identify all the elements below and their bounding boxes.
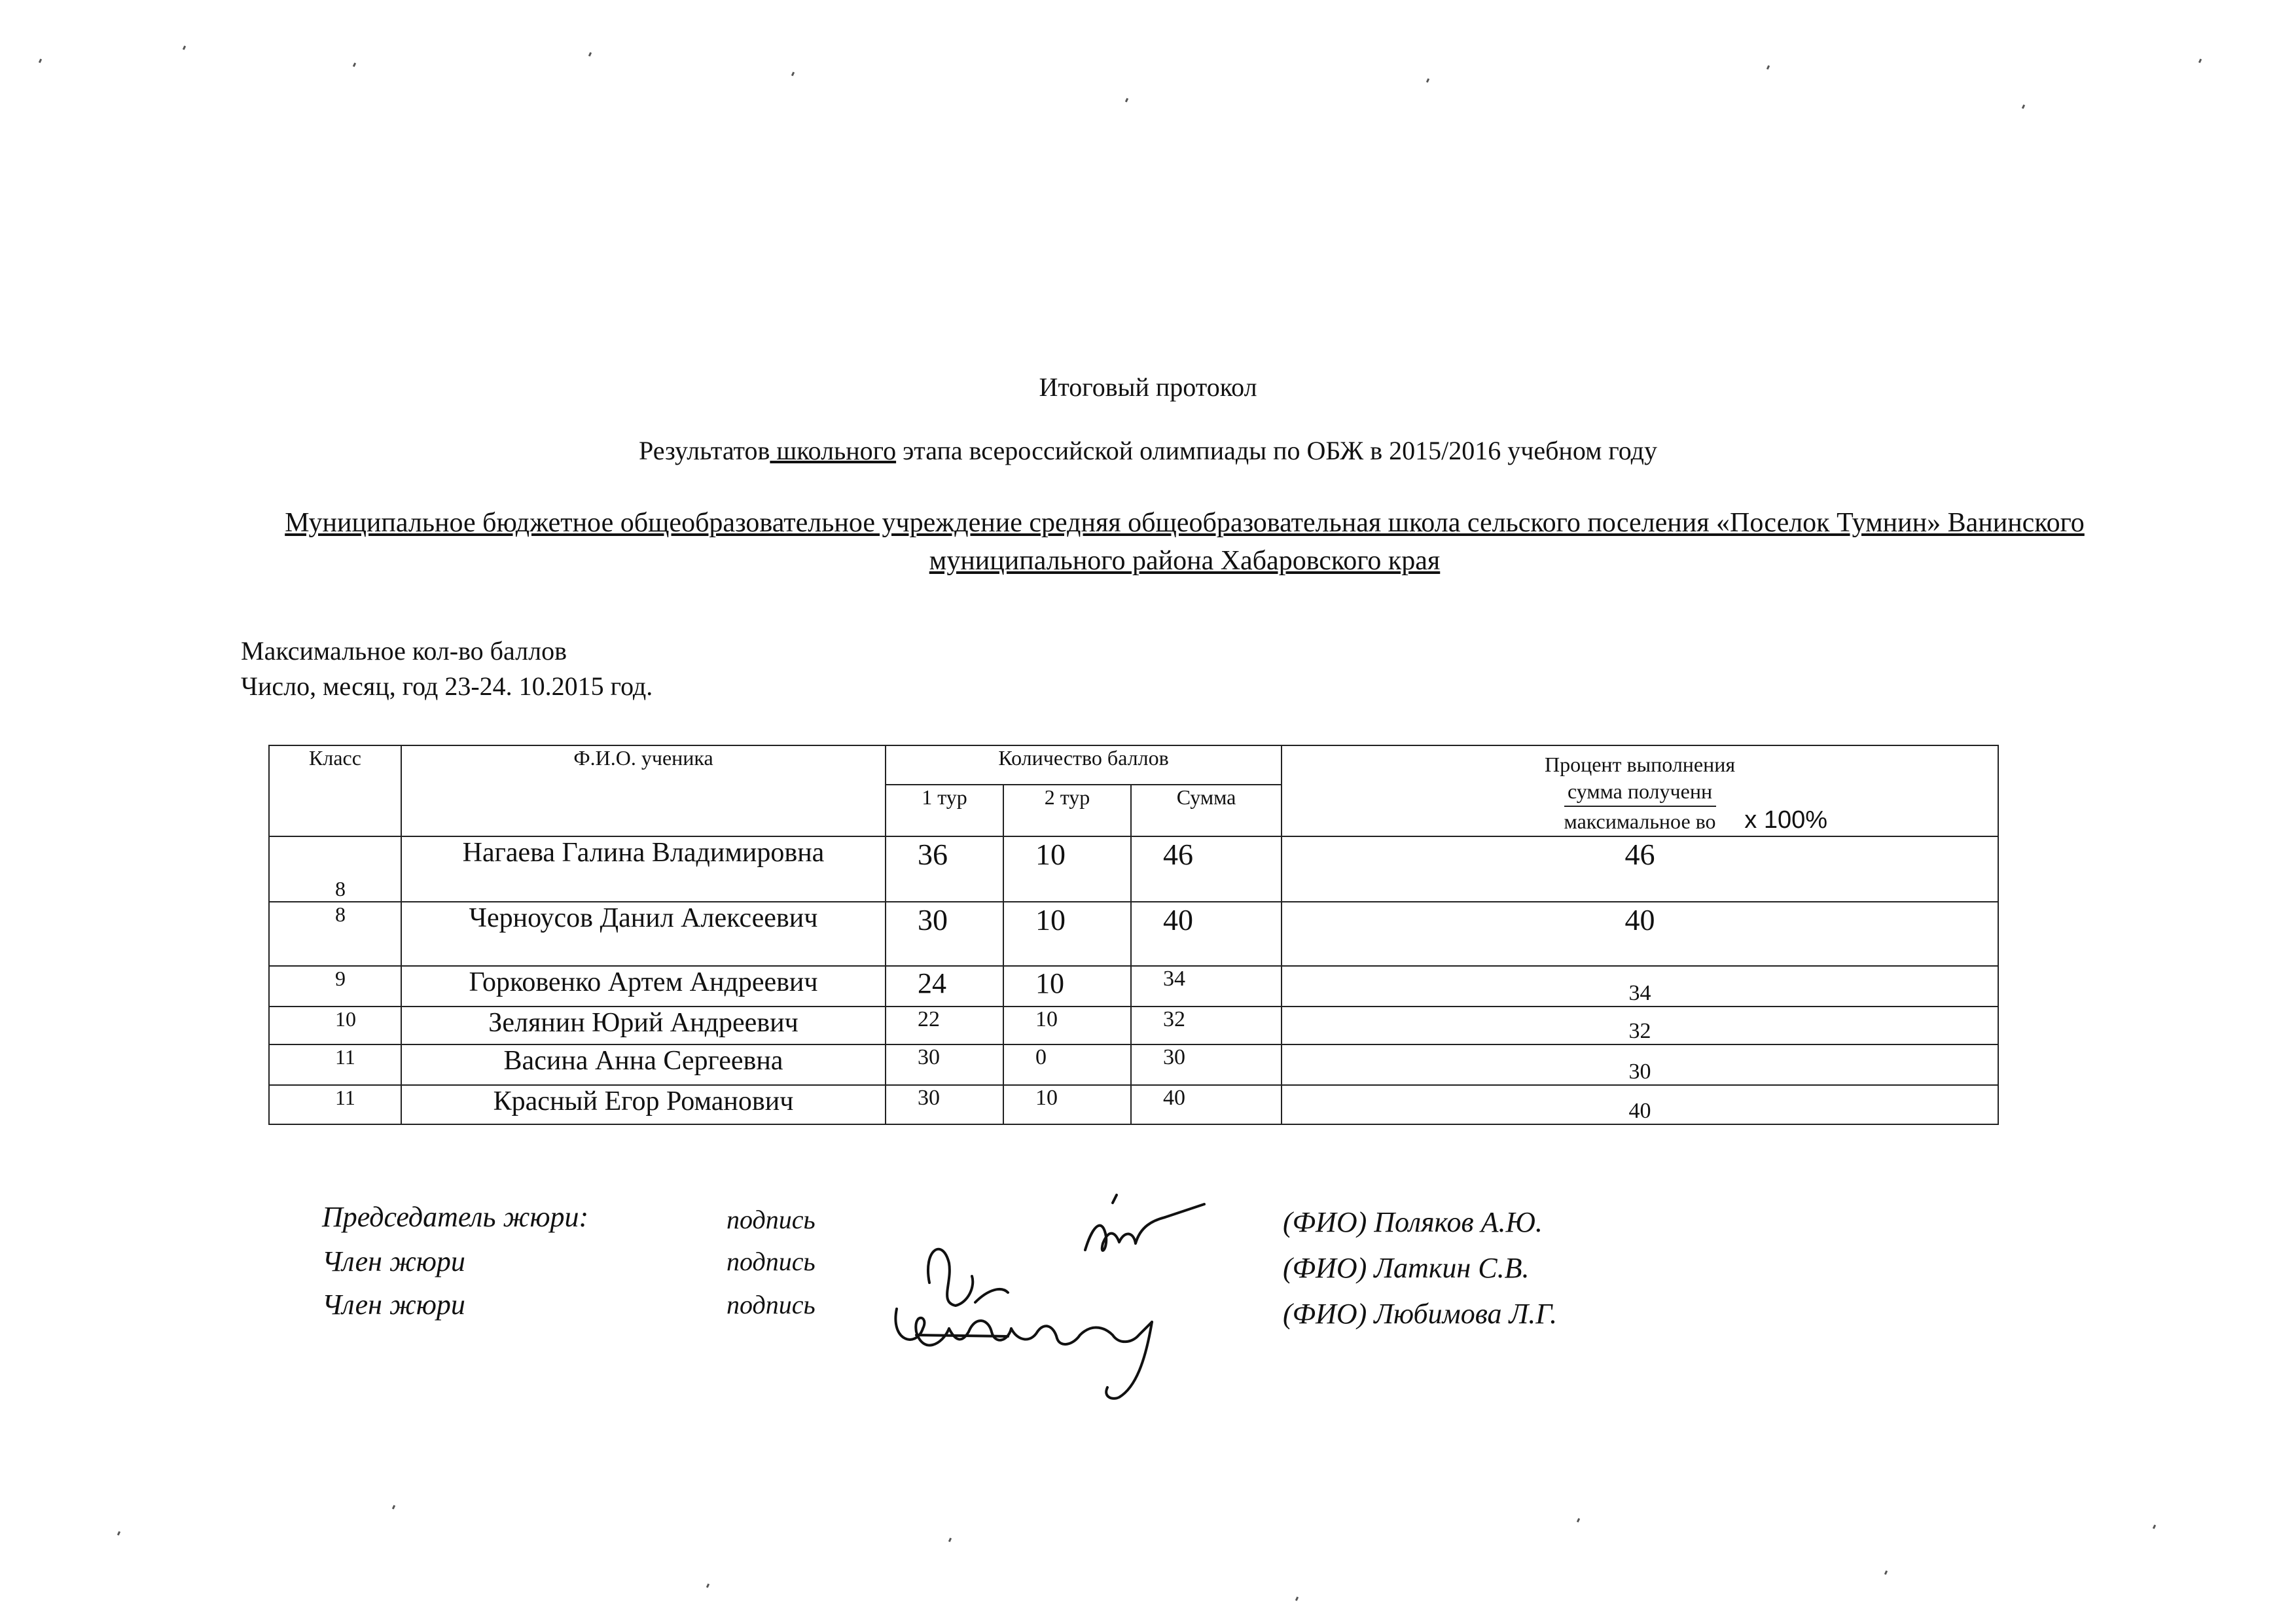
cell-tour1: 30 (886, 1044, 1003, 1085)
cell-percent: 46 (1282, 836, 1998, 902)
cell-class: 10 (269, 1007, 401, 1044)
cell-name: Зелянин Юрий Андреевич (401, 1007, 886, 1044)
jury-role-3: Член жюри (322, 1289, 465, 1321)
scan-speck (1884, 1571, 1888, 1575)
protocol-title: Итоговый протокол (1039, 372, 1257, 402)
jury-fio-1: (ФИО) Поляков А.Ю. (1283, 1206, 1543, 1238)
jury-fio-3: (ФИО) Любимова Л.Г. (1283, 1298, 1558, 1330)
table-row (269, 1044, 1998, 1085)
cell-percent: 40 (1282, 1085, 1998, 1124)
formula-numerator: сумма полученн (1564, 777, 1716, 807)
cell-tour1: 36 (886, 836, 1003, 902)
subtitle-stage: школьного (770, 436, 897, 465)
scan-speck (183, 46, 186, 50)
header-name: Ф.И.О. ученика (401, 745, 886, 836)
cell-sum: 30 (1131, 1044, 1282, 1085)
scan-speck (353, 63, 356, 67)
header-class: Класс (269, 745, 401, 836)
cell-tour1: 30 (886, 1085, 1003, 1124)
signature-chairman (1085, 1204, 1204, 1251)
jury-sign-1: подпись (726, 1205, 816, 1234)
table-row (269, 966, 1998, 1007)
cell-class: 8 (269, 902, 401, 966)
cell-name: Горковенко Артем Андреевич (401, 966, 886, 1007)
jury-role-1: Председатель жюри: (322, 1201, 589, 1233)
scan-speck (588, 52, 592, 57)
scan-speck (117, 1531, 120, 1536)
cell-sum: 40 (1131, 902, 1282, 966)
cell-name: Нагаева Галина Владимировна (401, 836, 886, 902)
cell-tour2: 10 (1003, 966, 1131, 1007)
percent-title: Процент выполнения (1544, 753, 1736, 776)
cell-class: 11 (269, 1085, 401, 1124)
scan-speck (1767, 65, 1770, 70)
cell-class: 11 (269, 1044, 401, 1085)
scan-speck (1125, 98, 1128, 103)
table-row (269, 902, 1998, 966)
jury-fio-2: (ФИО) Латкин С.В. (1283, 1252, 1530, 1284)
cell-tour1: 24 (886, 966, 1003, 1007)
scan-speck (1295, 1597, 1299, 1601)
cell-tour2: 10 (1003, 1085, 1131, 1124)
cell-name: Черноусов Данил Алексеевич (401, 902, 886, 966)
scan-speck (1426, 79, 1429, 83)
cell-percent: 34 (1282, 966, 1998, 1007)
cell-sum: 32 (1131, 1007, 1282, 1044)
header-tour2: 2 тур (1003, 785, 1131, 836)
cell-percent: 30 (1282, 1044, 1998, 1085)
table-row (269, 1085, 1998, 1124)
school-name: Муниципальное бюджетное общеобразовательное учреждение средняя общеобразовательная школа сельского поселения «Поселок Тумнин» Ванинского муниципального района Хабаровского края (285, 508, 2085, 576)
protocol-subtitle (0, 435, 2296, 466)
cell-tour1: 22 (886, 1007, 1003, 1044)
scan-speck (2153, 1525, 2156, 1529)
header-sum: Сумма (1131, 785, 1282, 836)
cell-class: 9 (269, 966, 401, 1007)
header-tour1: 1 тур (886, 785, 1003, 836)
cell-sum: 46 (1131, 836, 1282, 902)
cell-sum: 40 (1131, 1085, 1282, 1124)
signature-member-3 (895, 1309, 1152, 1346)
cell-name: Красный Егор Романович (401, 1085, 886, 1124)
scan-speck (1577, 1518, 1580, 1523)
percent-formula (1564, 777, 1716, 836)
max-points-label: Максимальное кол-во баллов (241, 636, 567, 666)
cell-percent: 32 (1282, 1007, 1998, 1044)
cell-tour2: 10 (1003, 1007, 1131, 1044)
results-table (268, 745, 1999, 1125)
formula-multiplier: х 100% (1744, 806, 1828, 834)
cell-tour2: 10 (1003, 902, 1131, 966)
header-percent (1282, 745, 1998, 836)
scan-speck (39, 59, 42, 63)
jury-sign-3: подпись (726, 1290, 816, 1319)
table-row (269, 1007, 1998, 1044)
cell-percent: 40 (1282, 902, 1998, 966)
jury-role-2: Член жюри (322, 1245, 465, 1277)
jury-sign-2: подпись (726, 1247, 816, 1276)
date-label: Число, месяц, год 23-24. 10.2015 год. (241, 671, 653, 701)
subtitle-after: этапа всероссийской олимпиады по ОБЖ в 2015/2016 учебном году (896, 436, 1657, 465)
table-row (269, 836, 1998, 902)
cell-tour2: 10 (1003, 836, 1131, 902)
cell-class: 8 (269, 836, 401, 902)
formula-denominator: максимальное во (1564, 810, 1716, 833)
cell-tour2: 0 (1003, 1044, 1131, 1085)
subtitle-before: Результатов (639, 436, 770, 465)
scan-speck (2022, 105, 2025, 109)
header-points: Количество баллов (886, 745, 1282, 785)
scan-speck (2198, 59, 2202, 63)
cell-sum: 34 (1131, 966, 1282, 1007)
scan-speck (392, 1505, 395, 1510)
scan-speck (791, 72, 795, 77)
scan-speck (706, 1584, 709, 1588)
cell-name: Васина Анна Сергеевна (401, 1044, 886, 1085)
signature-member-2 (928, 1249, 1008, 1306)
scan-speck (948, 1538, 952, 1543)
cell-tour1: 30 (886, 902, 1003, 966)
handwritten-signatures (877, 1171, 1244, 1407)
